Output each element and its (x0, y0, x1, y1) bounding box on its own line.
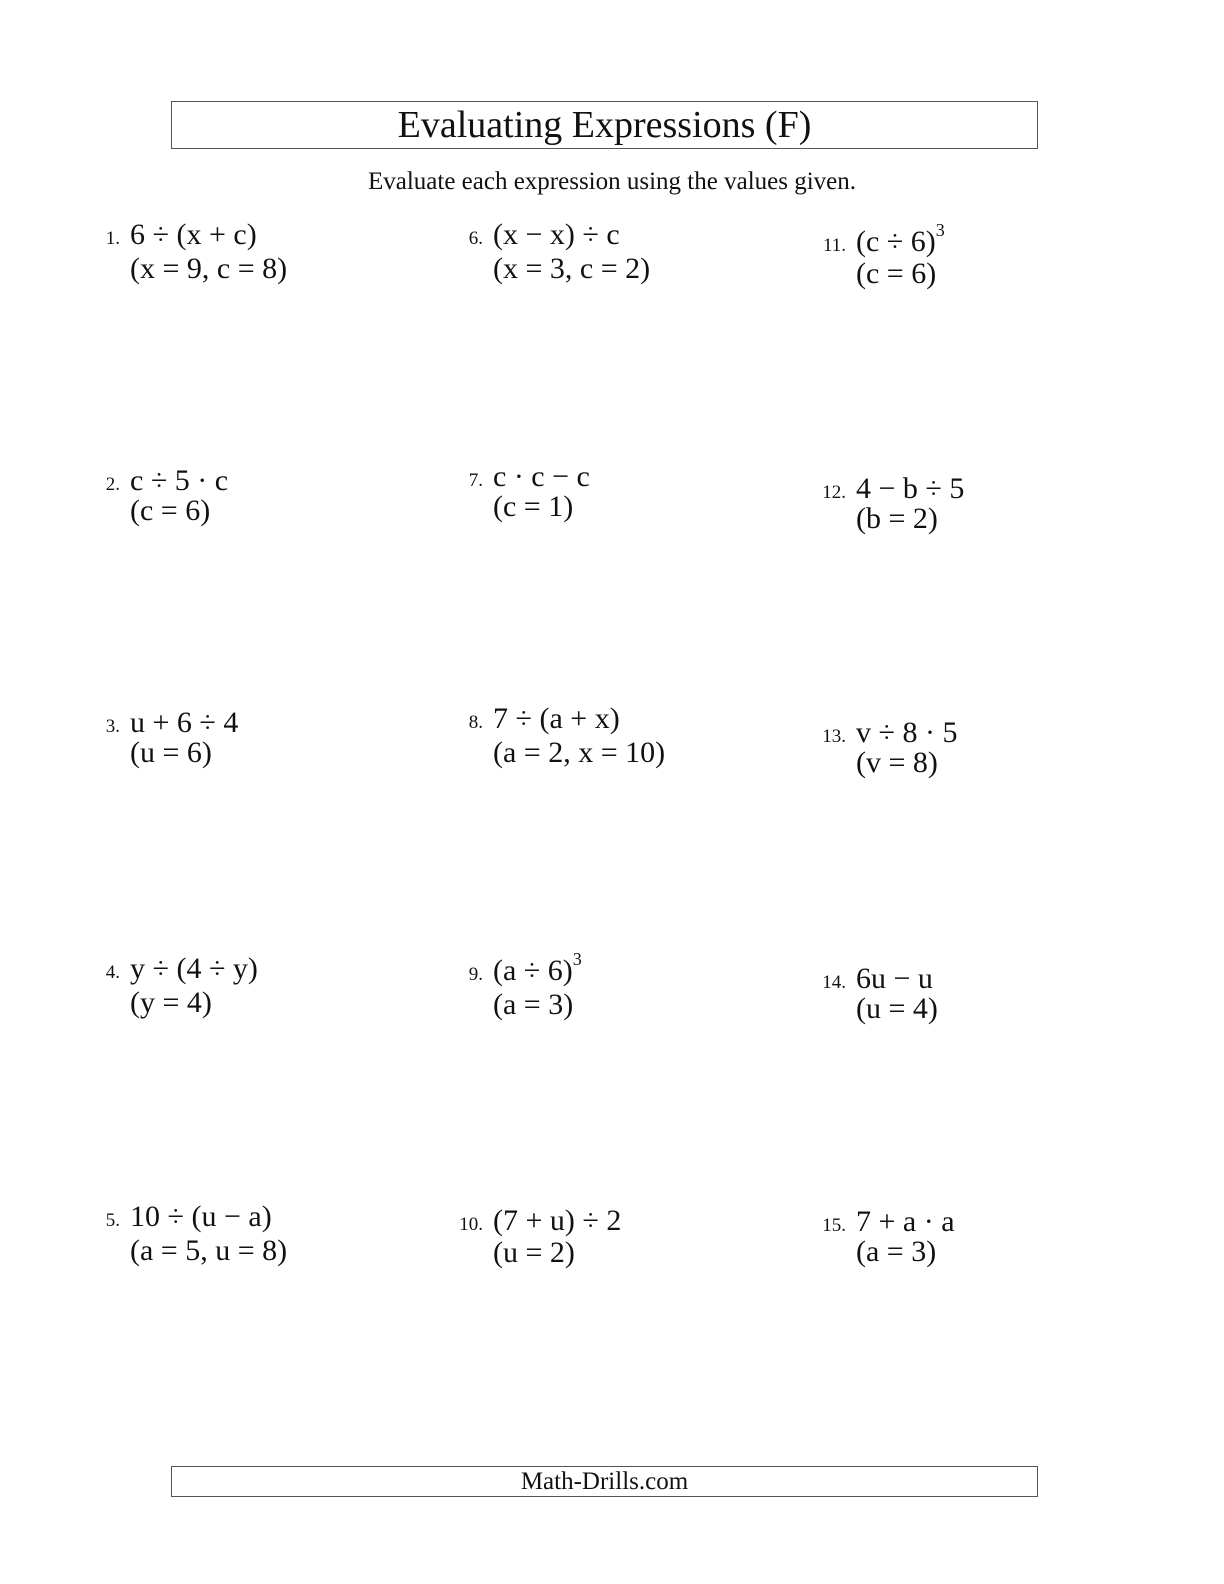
problem-given: (y = 4) (130, 986, 212, 1019)
problem-number: 7. (468, 470, 483, 491)
problem-given: (u = 4) (856, 992, 938, 1025)
expression-base: (a ÷ 6) (493, 954, 573, 987)
problem-expression: c ÷ 5 · c (130, 464, 229, 497)
problem-given: (a = 5, u = 8) (130, 1234, 288, 1267)
problem-expression: 7 ÷ (a + x) (493, 702, 620, 735)
exponent: 3 (572, 949, 582, 969)
problem-number: 5. (105, 1210, 120, 1231)
problem-number: 1. (105, 228, 120, 249)
problem-number: 14. (822, 972, 846, 993)
problem-given: (a = 3) (493, 988, 574, 1021)
problem-number: 9. (468, 964, 483, 985)
problem-number: 6. (468, 228, 483, 249)
problem-expression (856, 220, 945, 258)
problem-given: (a = 3) (856, 1235, 937, 1268)
problem-given: (u = 6) (130, 736, 212, 769)
instructions: Evaluate each expression using the values given. (367, 168, 857, 195)
problem-given: (x = 9, c = 8) (130, 252, 288, 285)
problem-expression: v ÷ 8 · 5 (856, 716, 958, 749)
problem-number: 4. (105, 962, 120, 983)
problem-expression: (7 + u) ÷ 2 (493, 1204, 622, 1237)
problem-given: (v = 8) (856, 746, 938, 779)
problem-number: 2. (105, 474, 120, 495)
problem-number: 11. (822, 235, 846, 256)
problem-given: (c = 6) (130, 494, 211, 527)
problem-expression: 4 − b ÷ 5 (856, 472, 965, 505)
problem-given: (a = 2, x = 10) (493, 736, 666, 769)
problem-expression: u + 6 ÷ 4 (130, 706, 239, 739)
problem-expression (493, 949, 582, 987)
problem-given: (c = 1) (493, 490, 574, 523)
page-title: Evaluating Expressions (F) (397, 104, 812, 146)
problem-given: (x = 3, c = 2) (493, 252, 651, 285)
problem-expression: (x − x) ÷ c (493, 218, 620, 251)
problem-expression: 10 ÷ (u − a) (130, 1200, 272, 1233)
problem-expression: y ÷ (4 ÷ y) (130, 952, 258, 985)
title-box (171, 101, 1038, 149)
problem-expression: c · c − c (493, 460, 590, 493)
problem-given: (c = 6) (856, 257, 937, 290)
expression-base: (c ÷ 6) (856, 225, 936, 258)
problem-given: (b = 2) (856, 502, 938, 535)
exponent: 3 (935, 220, 945, 240)
problem-number: 13. (822, 726, 846, 747)
footer-text: Math-Drills.com (520, 1467, 689, 1495)
problem-number: 3. (105, 716, 120, 737)
problem-number: 15. (822, 1215, 846, 1236)
footer-box (171, 1466, 1038, 1497)
problem-expression: 6u − u (856, 962, 933, 995)
problem-expression: 7 + a · a (856, 1205, 955, 1238)
problem-given: (u = 2) (493, 1236, 575, 1269)
problem-number: 12. (822, 482, 846, 503)
problem-number: 10. (459, 1214, 483, 1235)
problem-expression: 6 ÷ (x + c) (130, 218, 257, 251)
problem-number: 8. (468, 712, 483, 733)
